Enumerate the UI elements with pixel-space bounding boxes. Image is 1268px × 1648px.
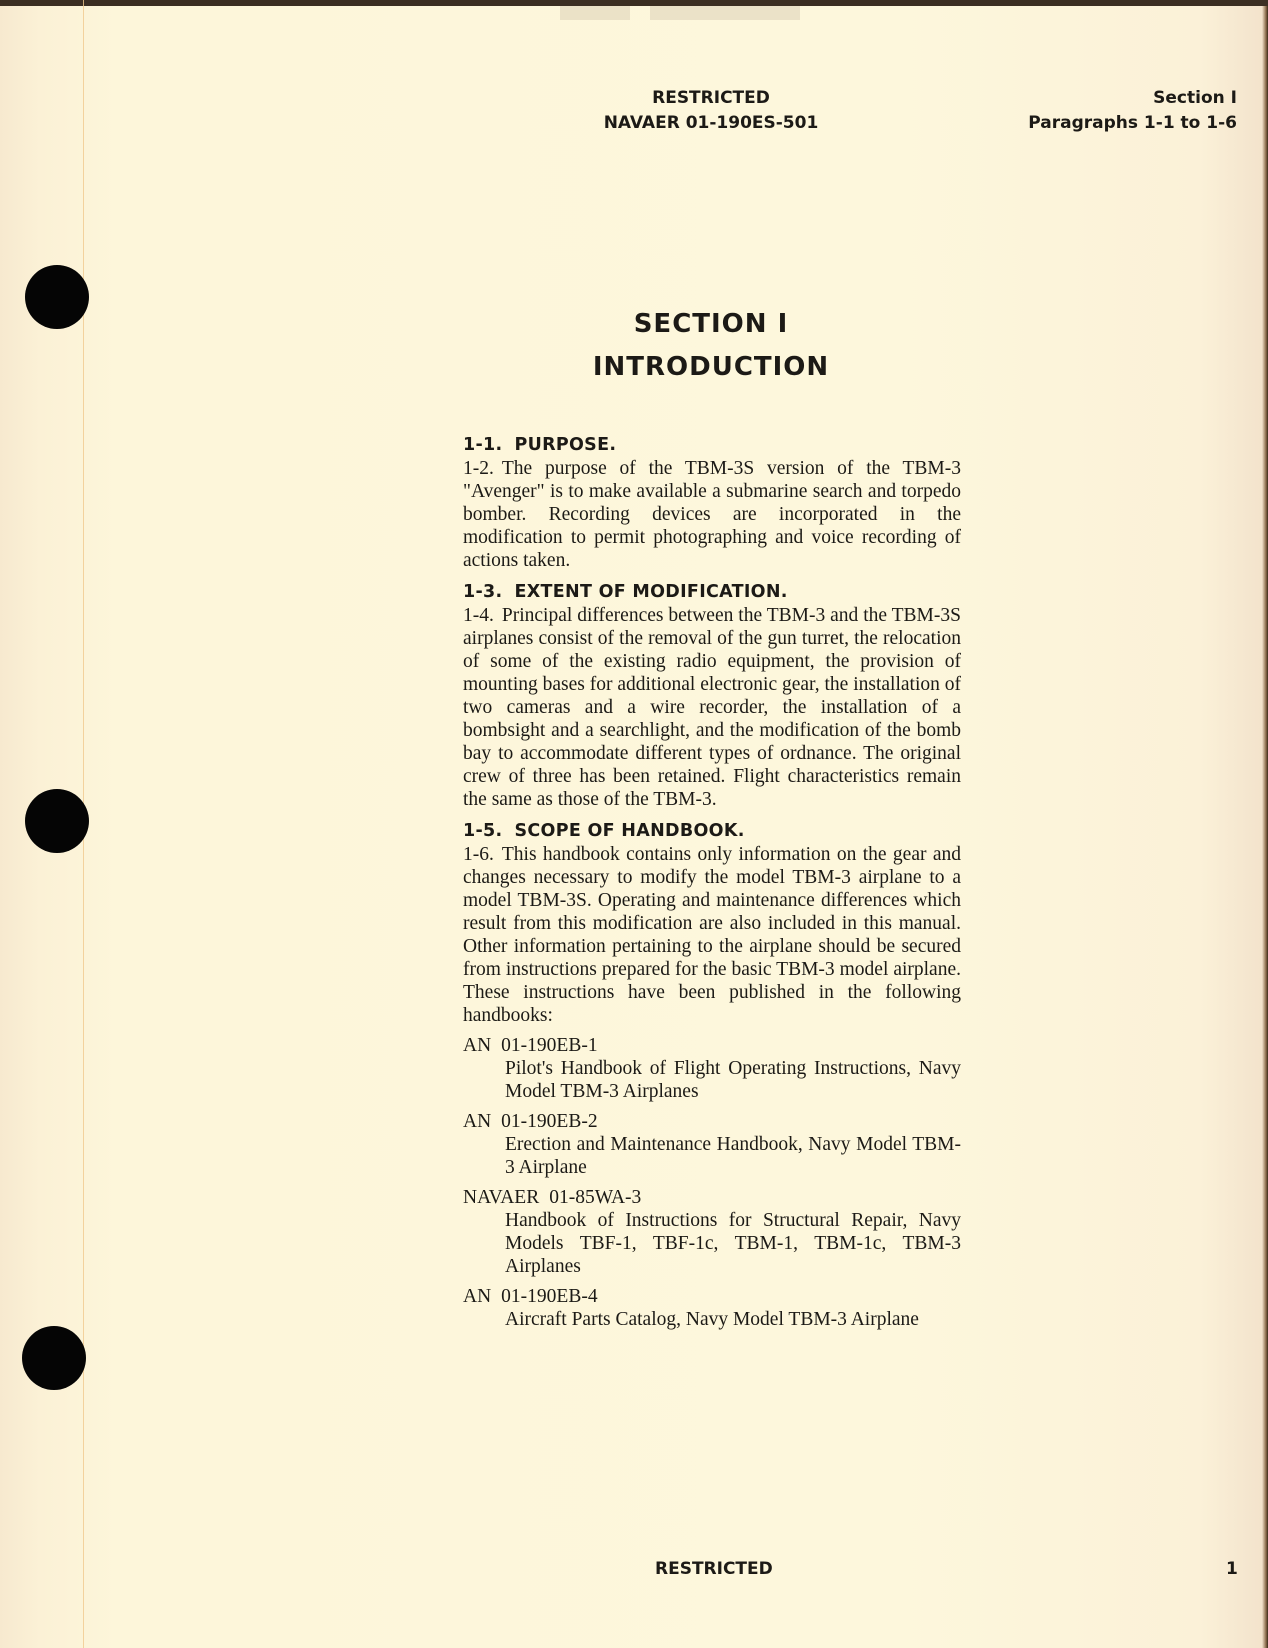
scan-smudge	[560, 6, 630, 20]
scan-smudge	[650, 6, 800, 20]
handbook-list-item: AN 01-190EB-2 Erection and Maintenance Handbook, Navy Model TBM-3 Airplane	[463, 1111, 961, 1178]
heading-scope-of-handbook: 1-5. SCOPE OF HANDBOOK.	[463, 821, 745, 841]
body-column	[463, 434, 961, 1331]
paragraph-1-6: 1-6. This handbook contains only information on the gear and changes necessary to modify the model TBM-3 airplane to a model TBM-3S. Operating and maintenance differences which result from this modification are also included in this manual. Other information pertaining to the airplane should be secured from instructions prepared for the basic TBM-3 model airplane. These instructions have been published in the following handbooks:	[463, 844, 961, 1026]
classification-label: RESTRICTED	[652, 88, 770, 108]
punch-hole-icon	[25, 265, 89, 329]
document-number: NAVAER 01-190ES-501	[603, 113, 819, 133]
handbook-list-item: NAVAER 01-85WA-3 Handbook of Instructions for Structural Repair, Navy Models TBF-1, TBF-1c, TBM-1, TBM-1c, TBM-3 Airplanes	[463, 1187, 961, 1277]
section-label: Section I	[1153, 88, 1237, 108]
section-name-title: INTRODUCTION	[592, 352, 830, 382]
paragraph-1-4: 1-4. Principal differences between the TBM-3 and the TBM-3S airplanes consist of the removal of the gun turret, the relocation of some of the existing radio equipment, the provision of mounting bases for additional electronic gear, the installation of two cameras and a wire recorder, the installation of a bombsight and a searchlight, and the modification of the bomb bay to accommodate different types of ordnance. The original crew of three has been retained. Flight characteristics remain the same as those of the TBM-3.	[463, 605, 961, 810]
punch-hole-icon	[25, 789, 89, 853]
page-number: 1	[1226, 1559, 1238, 1579]
handbook-list-item: AN 01-190EB-1 Pilot's Handbook of Flight Operating Instructions, Navy Model TBM-3 Airplanes	[463, 1035, 961, 1102]
running-header-right	[1028, 86, 1237, 136]
handbook-list-item: AN 01-190EB-4 Aircraft Parts Catalog, Navy Model TBM-3 Airplane	[463, 1286, 919, 1330]
page-top-edge	[0, 0, 1268, 6]
paragraph-range: Paragraphs 1-1 to 1-6	[1028, 113, 1237, 133]
heading-purpose: 1-1. PURPOSE.	[463, 435, 617, 455]
section-number-title: SECTION I	[633, 309, 789, 339]
footer-classification: RESTRICTED	[655, 1559, 773, 1579]
running-header-left	[561, 86, 861, 136]
paragraph-1-2: 1-2. The purpose of the TBM-3S version of the TBM-3 "Avenger" is to make available a submarine search and torpedo bomber. Recording devices are incorporated in the modification to permit photographing and voice recording of actions taken.	[463, 458, 961, 571]
heading-extent-of-modification: 1-3. EXTENT OF MODIFICATION.	[463, 582, 788, 602]
punch-hole-icon	[22, 1326, 86, 1390]
